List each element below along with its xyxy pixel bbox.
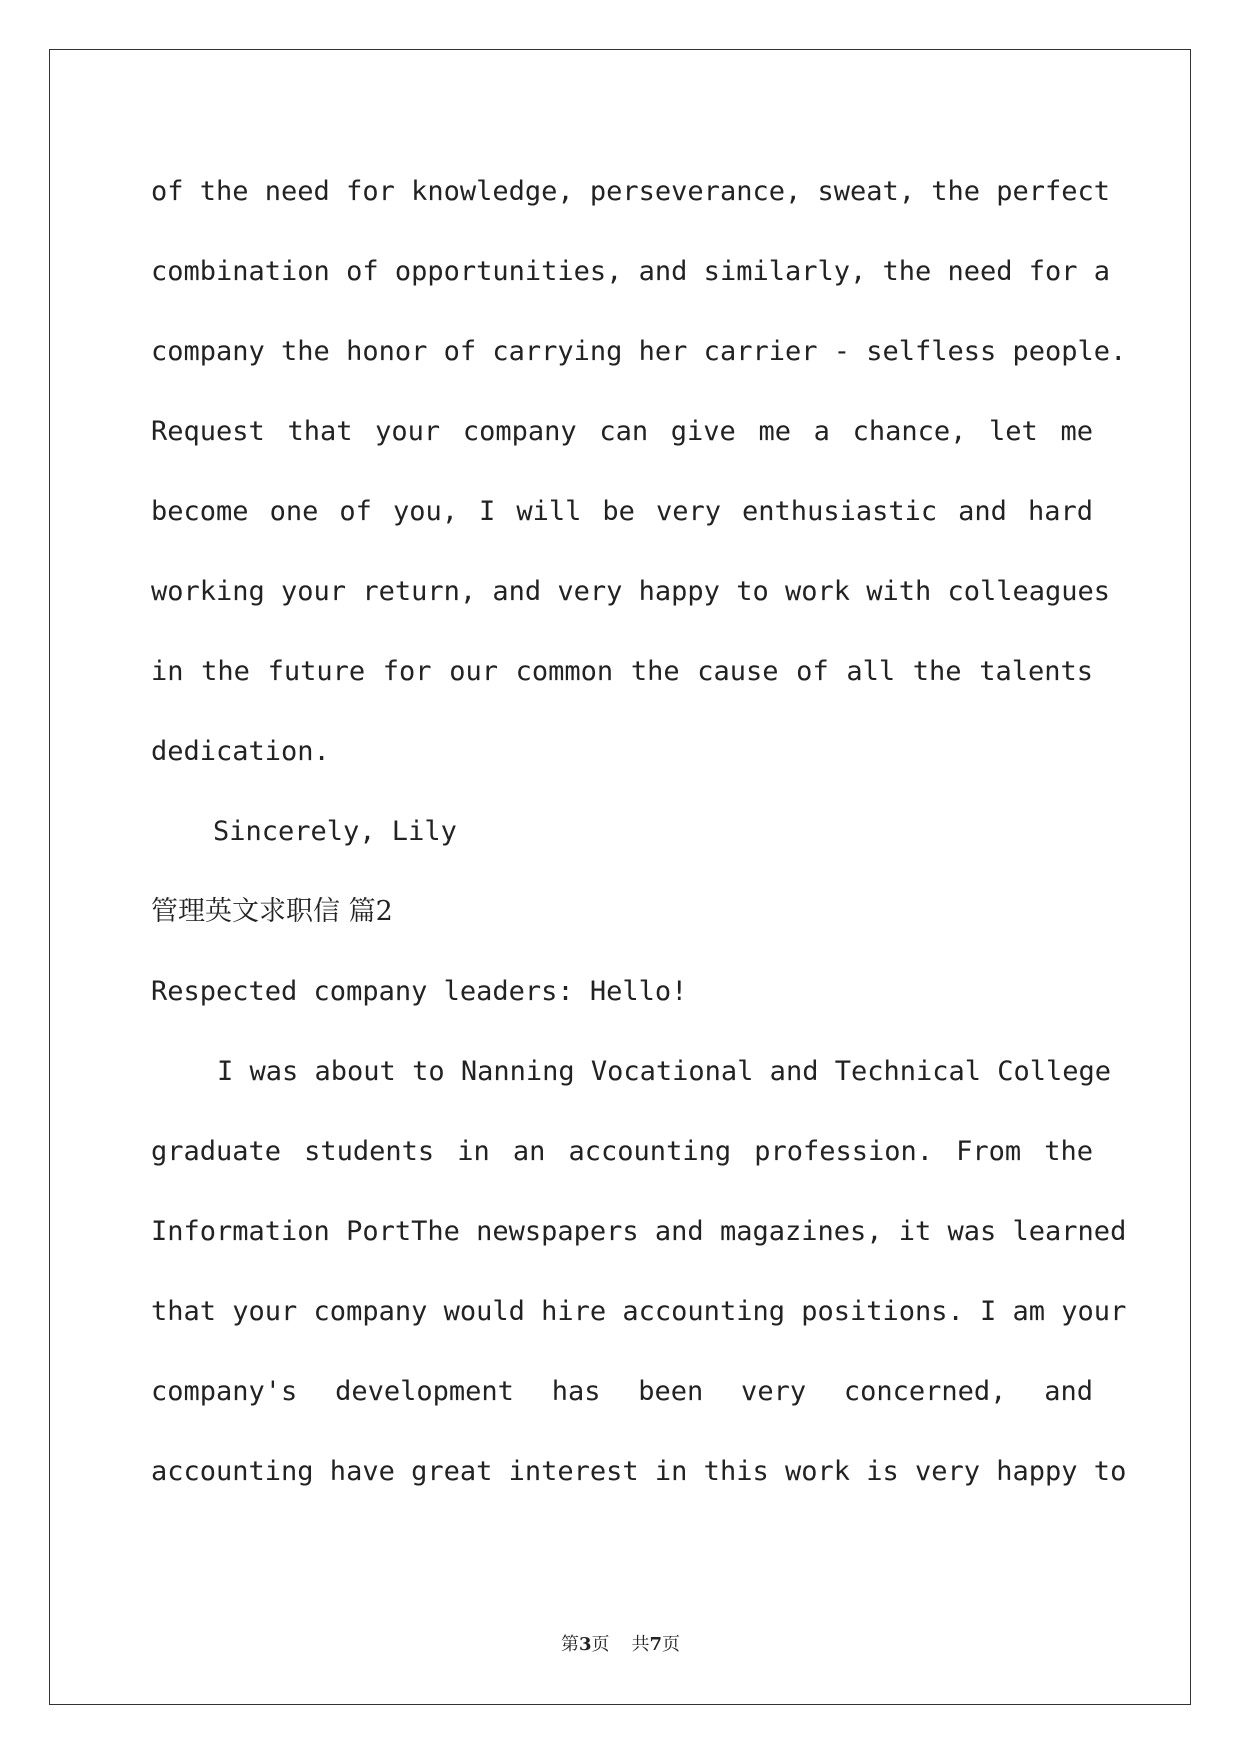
text-line: dedication. [151,736,330,767]
footer-total-prefix: 共 [631,1634,650,1655]
text-line: in the future for our common the cause of all the talents [151,656,1093,687]
signature-line: Sincerely, Lily [213,816,457,847]
text-line: company the honor of carrying her carrier - selfless people. [151,336,1127,367]
text-line: accounting have great interest in this work is very happy to [151,1456,1127,1487]
page-footer [0,1630,1241,1656]
text-line: working your return, and very happy to work with colleagues [151,576,1111,607]
footer-page-suffix: 页 [591,1634,610,1655]
text-line: that your company would hire accounting positions. I am your [151,1296,1127,1327]
footer-total-suffix: 页 [662,1634,681,1655]
text-line: combination of opportunities, and similarly, the need for a [151,256,1111,287]
text-line: Request that your company can give me a chance, let me [151,416,1093,447]
footer-page-number: 3 [578,1634,592,1655]
text-line: Information PortThe newspapers and magazines, it was learned [151,1216,1127,1247]
text-line: graduate students in an accounting profession. From the [151,1136,1093,1167]
section-heading: 管理英文求职信 篇2 [151,896,393,927]
text-line: of the need for knowledge, perseverance, sweat, the perfect [151,176,1111,207]
text-line: company's development has been very concerned, and [151,1376,1093,1407]
text-line: become one of you, I will be very enthusiastic and hard [151,496,1093,527]
text-line: I was about to Nanning Vocational and Technical College [217,1056,1112,1087]
footer-prefix: 第 [560,1634,579,1655]
salutation-line: Respected company leaders: Hello! [151,976,688,1007]
footer-total-pages: 7 [649,1634,663,1655]
